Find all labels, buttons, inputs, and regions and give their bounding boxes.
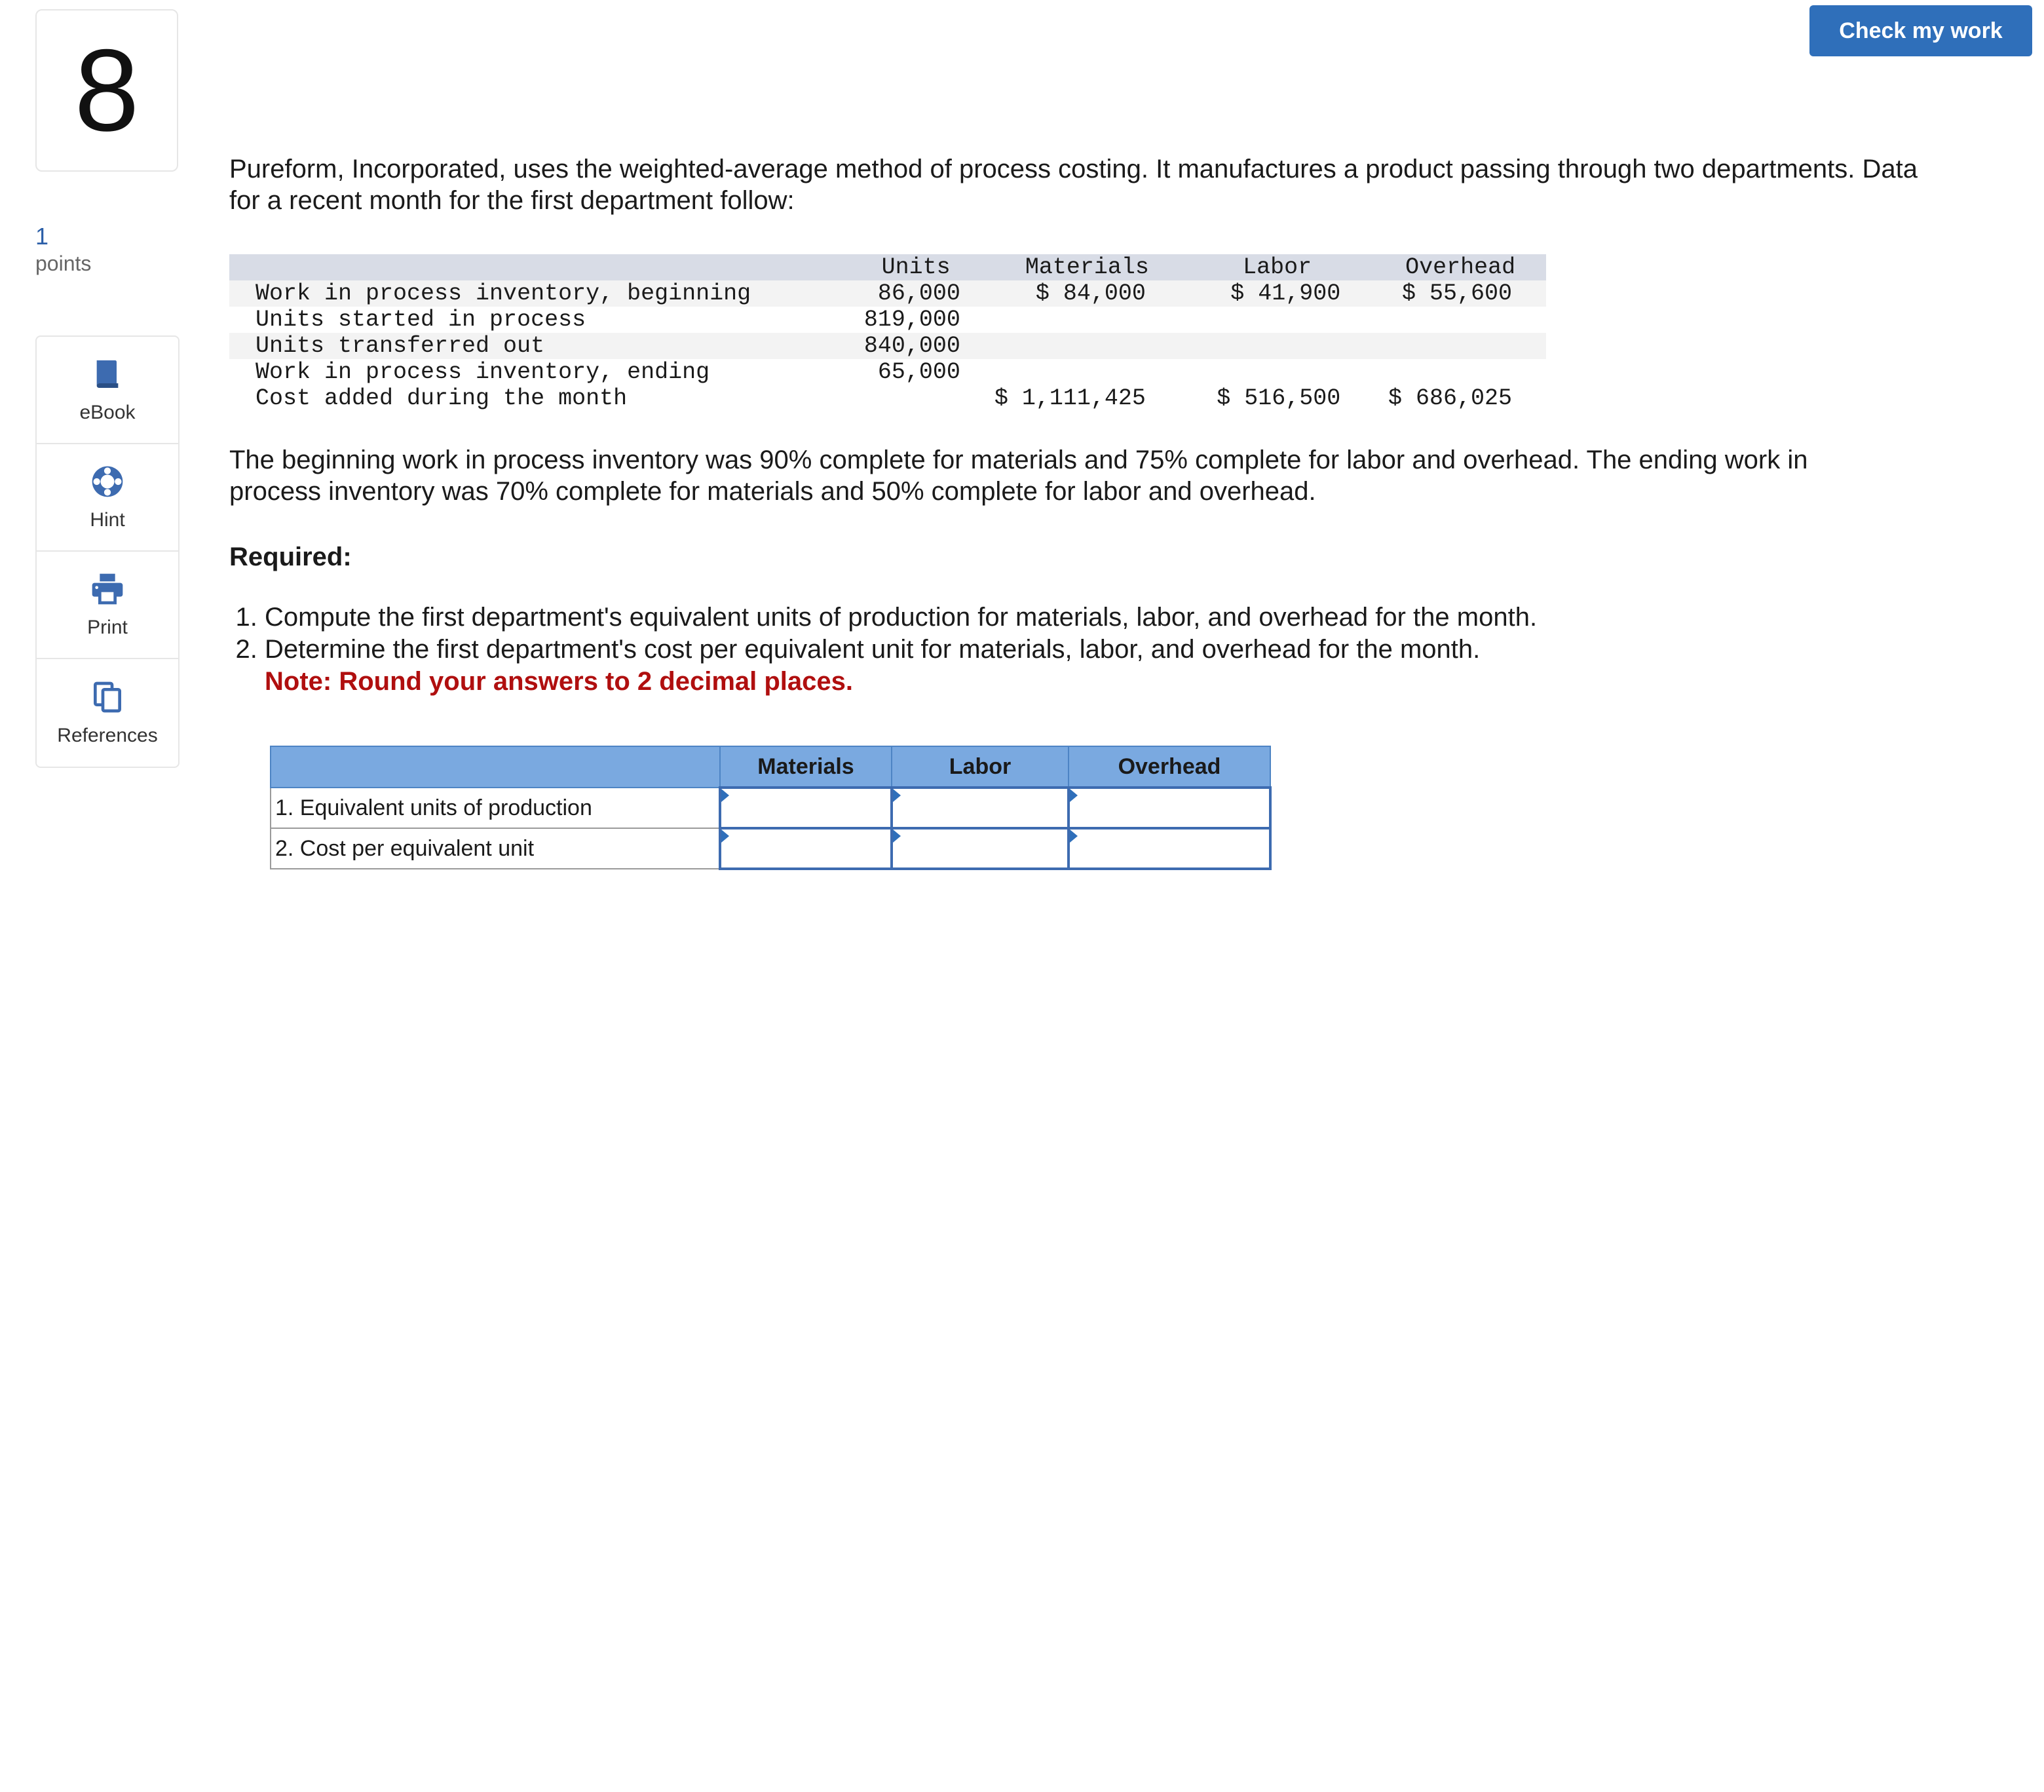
tool-panel (35, 335, 180, 768)
requirements-list (229, 601, 1968, 698)
print-label: Print (87, 617, 128, 638)
overhead-cell (1374, 333, 1546, 359)
check-my-work-button[interactable]: Check my work (1809, 5, 2032, 56)
documents-icon (89, 679, 126, 715)
header-overhead: Overhead (1405, 254, 1516, 280)
rounding-note: Note: Round your answers to 2 decimal places. (265, 667, 854, 696)
labor-cell (1180, 307, 1374, 333)
materials-cell (994, 333, 1180, 359)
printer-icon (89, 571, 126, 607)
labor-cell (1180, 359, 1374, 385)
requirement-text: Compute the first department's equivalent units of production for materials, labor, and overhead for the month. (265, 603, 1538, 632)
units-cell: 86,000 (877, 280, 960, 307)
table-row (229, 307, 1546, 333)
header-labor: Labor (1243, 254, 1312, 280)
references-button[interactable] (37, 659, 178, 767)
table-row (271, 828, 1270, 869)
materials-cell (994, 359, 1180, 385)
references-label: References (57, 725, 158, 746)
materials-cell (994, 307, 1180, 333)
answer-cell (720, 788, 892, 828)
row-label: Cost added during the month (256, 385, 628, 411)
equivalent-units-materials-input[interactable] (721, 790, 890, 826)
requirement-text: Determine the first department's cost per equivalent unit for materials, labor, and overhead for the month. (265, 635, 1481, 664)
points-value: 1 (35, 223, 49, 250)
materials-cell: $ 1,111,425 (994, 385, 1146, 411)
materials-cell: $ 84,000 (1035, 280, 1146, 307)
question-number-box (35, 9, 178, 172)
labor-cell: $ 41,900 (1230, 280, 1341, 307)
ebook-button[interactable] (37, 337, 178, 444)
list-item (265, 634, 1968, 698)
cost-per-unit-labor-input[interactable] (893, 831, 1067, 866)
row-label: Units transferred out (256, 333, 545, 359)
table-row (229, 385, 1546, 411)
answer-cell (720, 828, 892, 869)
book-icon (89, 356, 126, 392)
units-cell: 65,000 (877, 359, 960, 385)
answer-cell (1069, 788, 1270, 828)
answer-cell (892, 788, 1069, 828)
equivalent-units-labor-input[interactable] (893, 790, 1067, 826)
answer-header-materials: Materials (720, 746, 892, 788)
data-table (229, 254, 1546, 411)
answer-cell (892, 828, 1069, 869)
data-table-header (229, 254, 1546, 280)
units-cell (837, 385, 994, 411)
answer-row-label: 2. Cost per equivalent unit (271, 828, 720, 869)
lifebuoy-icon (89, 463, 126, 500)
overhead-cell: $ 686,025 (1388, 385, 1512, 411)
answer-table-header (271, 746, 1270, 788)
answer-table (270, 746, 1272, 870)
table-row (271, 788, 1270, 828)
answer-row-label: 1. Equivalent units of production (271, 788, 720, 828)
points-label: points (35, 252, 92, 275)
hint-label: Hint (90, 509, 125, 531)
cost-per-unit-materials-input[interactable] (721, 831, 890, 866)
answer-header-blank (271, 746, 720, 788)
question-number: 8 (74, 25, 140, 155)
answer-cell (1069, 828, 1270, 869)
equivalent-units-overhead-input[interactable] (1070, 790, 1269, 826)
hint-button[interactable] (37, 444, 178, 552)
row-label: Units started in process (256, 307, 586, 333)
overhead-cell: $ 55,600 (1401, 280, 1512, 307)
ebook-label: eBook (79, 402, 136, 423)
table-row (229, 280, 1546, 307)
answer-header-labor: Labor (892, 746, 1069, 788)
table-row (229, 333, 1546, 359)
overhead-cell (1374, 307, 1546, 333)
cost-per-unit-overhead-input[interactable] (1070, 831, 1269, 866)
header-blank (229, 254, 837, 280)
completion-text: The beginning work in process inventory was 90% complete for materials and 75% complete for labor and overhead. The ending work in process inventory was 70% complete for materials and 50% complete for labor and overhead. (229, 446, 1808, 506)
table-row (229, 359, 1546, 385)
overhead-cell (1374, 359, 1546, 385)
header-materials: Materials (1025, 254, 1149, 280)
units-cell: 840,000 (863, 333, 960, 359)
problem-intro: Pureform, Incorporated, uses the weighted-average method of process costing. It manufactures a product passing through two departments. Data for a recent month for the first department follow: (229, 155, 1918, 215)
row-label: Work in process inventory, ending (256, 359, 710, 385)
units-cell: 819,000 (863, 307, 960, 333)
list-item (265, 601, 1968, 634)
header-units: Units (881, 254, 951, 280)
labor-cell (1180, 333, 1374, 359)
print-button[interactable] (37, 552, 178, 659)
required-heading: Required: (229, 543, 352, 571)
row-label: Work in process inventory, beginning (256, 280, 751, 307)
labor-cell: $ 516,500 (1217, 385, 1341, 411)
answer-header-overhead: Overhead (1069, 746, 1270, 788)
